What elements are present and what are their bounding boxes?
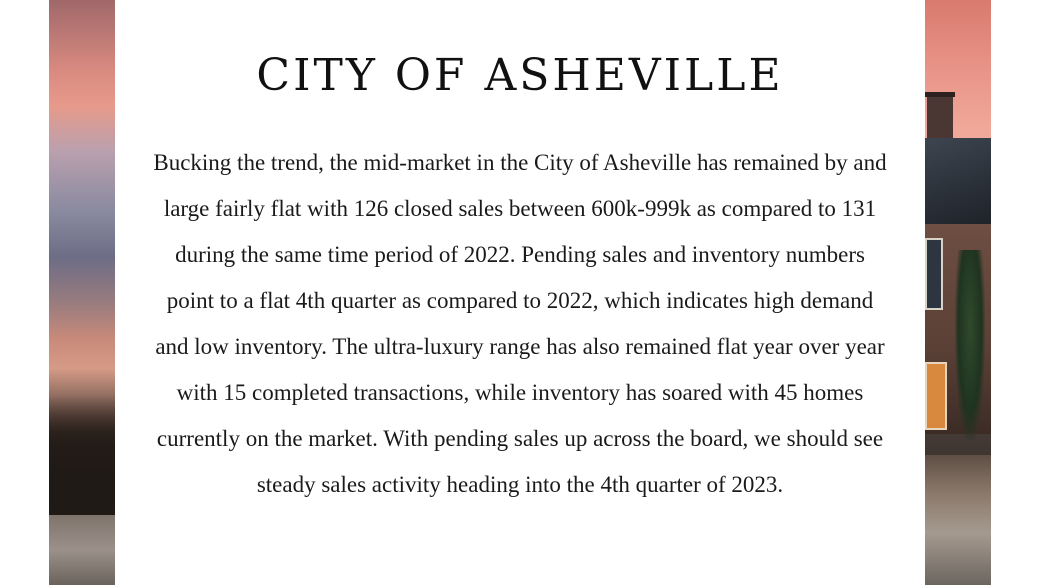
brick-house-photo	[925, 0, 991, 585]
roof	[925, 138, 991, 224]
garden-ground	[925, 455, 991, 585]
chimney	[927, 92, 953, 142]
road	[49, 515, 115, 585]
page-title: CITY OF ASHEVILLE	[256, 50, 784, 101]
sunset-landscape-photo	[49, 0, 115, 585]
cypress-tree	[955, 250, 985, 440]
lit-door	[925, 362, 947, 430]
window	[925, 238, 943, 310]
body-paragraph: Bucking the trend, the mid-market in the City of Asheville has remained by and large fairly flat with 126 closed sales between 600k-999k as compared to 131 during the same time period of 2022. Pending sales and inventory numbers point to a flat 4th quarter as compared to 2022, which indicates high demand and low inventory. The ultra-luxury range has also remained flat year over year with 15 completed transactions, while inventory has soared with 45 homes currently on the market. With pending sales up across the board, we should see steady sales activity heading into the 4th quarter of 2023.	[153, 150, 887, 497]
tree-silhouette	[49, 395, 115, 525]
